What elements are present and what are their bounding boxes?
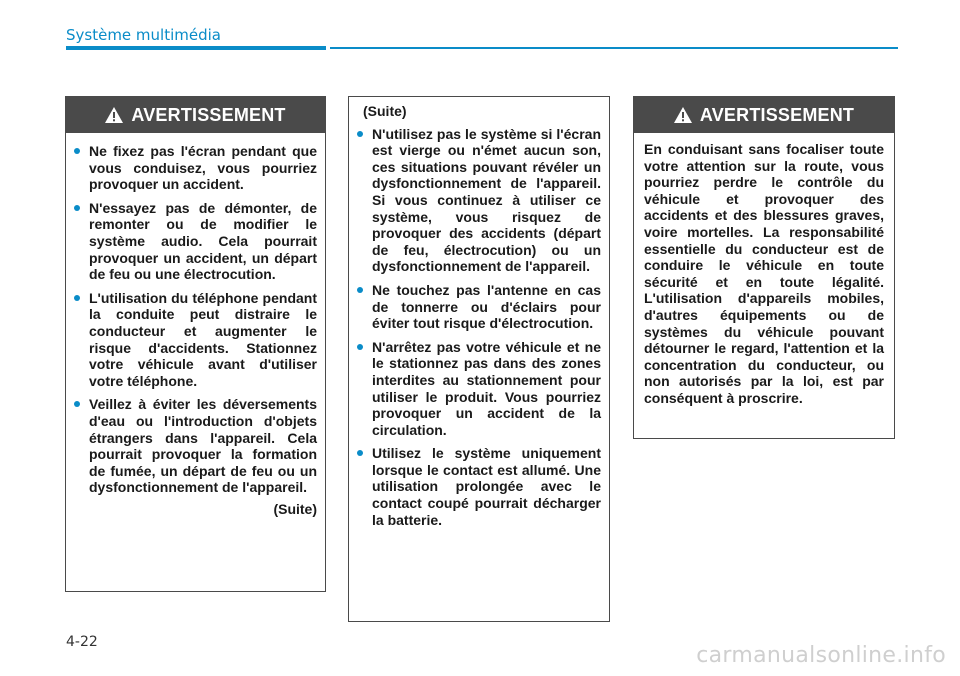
list-item: Ne touchez pas l'antenne en cas de tonnerre ou d'éclairs pour éviter tout risque d'électrocution.	[363, 282, 601, 332]
list-item: Ne fixez pas l'écran pendant que vous conduisez, vous pourriez provoquer un accident.	[80, 143, 317, 193]
list-item: N'essayez pas de démonter, de remonter ou de modifier le système audio. Cela pourrait provoquer un accident, un départ de feu ou une électrocution.	[80, 200, 317, 283]
list-item: L'utilisation du téléphone pendant la conduite peut distraire le conducteur et augmenter le risque d'accidents. Stationnez votre véhicule avant d'utiliser votre téléphone.	[80, 290, 317, 390]
middle-warning-body	[349, 97, 609, 528]
left-warning-header	[66, 97, 325, 133]
continued-label: (Suite)	[363, 103, 407, 119]
middle-warning-box	[348, 96, 610, 622]
list-item: Veillez à éviter les déversements d'eau ou l'introduction d'objets étrangers dans l'appareil. Cela pourrait provoquer la formation de fumée, un départ de feu ou un dysfonctionnement de l'appareil.	[80, 396, 317, 496]
warning-icon	[674, 107, 692, 123]
right-warning-box	[633, 96, 895, 439]
left-warning-title: AVERTISSEMENT	[131, 104, 286, 125]
list-item: N'arrêtez pas votre véhicule et ne le stationnez pas dans des zones interdites au stationnement pour utiliser le produit. Vous pourriez provoquer un accident de la circulation.	[363, 339, 601, 439]
right-warning-title: AVERTISSEMENT	[699, 104, 855, 125]
right-warning-header	[634, 97, 894, 133]
header-bar-thin	[330, 47, 898, 49]
header-bar-thick	[66, 46, 326, 50]
list-item: Utilisez le système uniquement lorsque le contact est allumé. Une utilisation prolongée avec le contact coupé pourrait décharger la batterie.	[363, 445, 601, 528]
section-title: Système multimédia	[66, 26, 221, 44]
left-warning-body	[66, 133, 325, 517]
warning-icon	[105, 107, 123, 123]
page-number: 4-22	[66, 634, 98, 650]
middle-warning-list	[363, 126, 601, 529]
left-warning-list	[80, 143, 317, 496]
watermark: carmanualsonline.info	[696, 643, 946, 668]
list-item: N'utilisez pas le système si l'écran est vierge ou n'émet aucun son, ces situations pouvant révéler un dysfonctionnement de l'appareil. Si vous continuez à utiliser ce système, vous risquez de provoquer des accidents (départ de feu, électrocution) ou un dysfonctionnement de l'appareil.	[363, 126, 601, 275]
right-warning-text: En conduisant sans focaliser toute votre attention sur la route, vous pourriez perdre le contrôle du véhicule et provoquer des accidents et des blessures graves, voire mortelles. La responsabilité essentielle du conducteur est de conduire le véhicule en toute sécurité et en toute légalité. L'utilisation d'appareils mobiles, d'autres équipements ou de systèmes du véhicule pouvant détourner le regard, l'attention et la concentration du conducteur, ou non autorisés par la loi, est par conséquent à proscrire.	[644, 141, 884, 406]
left-warning-box	[65, 96, 326, 592]
continued-label: (Suite)	[273, 500, 317, 517]
